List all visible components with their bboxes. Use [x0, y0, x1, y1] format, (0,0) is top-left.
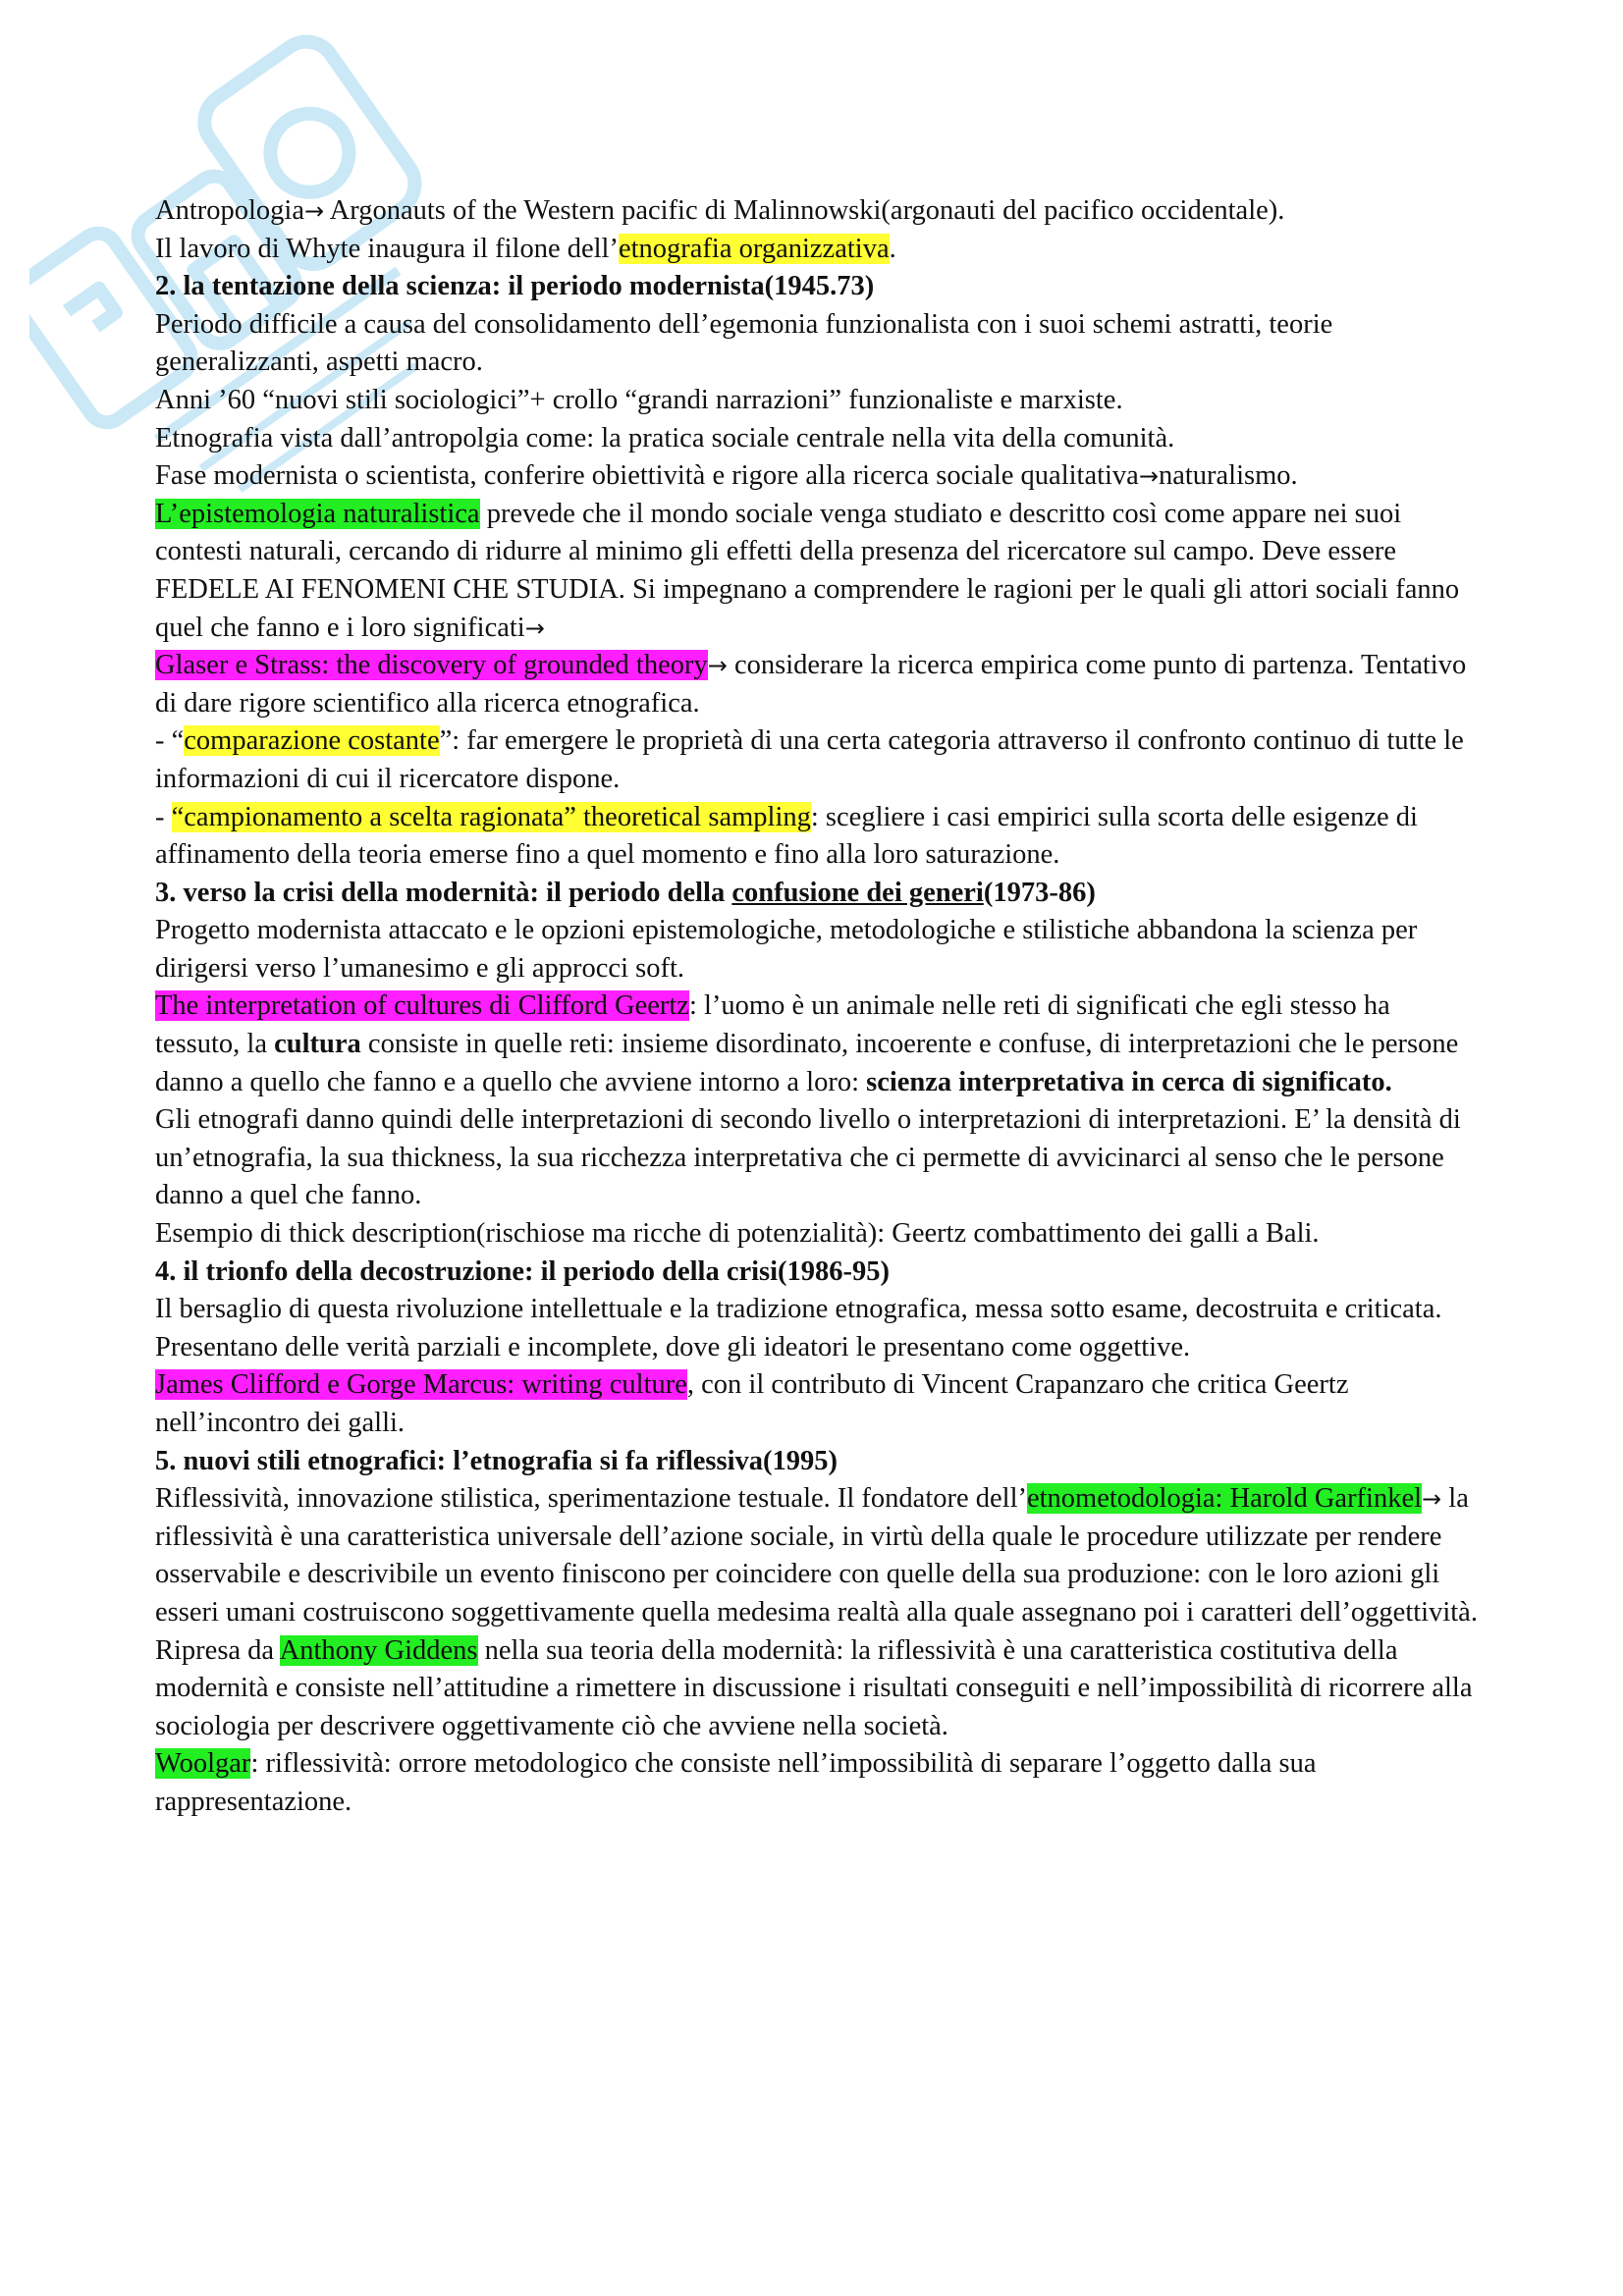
highlight-epistemologia-naturalistica: L’epistemologia naturalistica	[155, 498, 480, 529]
paragraph: Progetto modernista attaccato e le opzioni epistemologiche, metodologiche e stilistiche abbandona la scienza per dirigersi verso l’umanesimo e gli approcci soft.	[155, 915, 1418, 984]
text: .	[889, 233, 896, 264]
paragraph-writing-culture	[155, 1366, 1481, 1442]
paragraph: Etnografia vista dall’antropolgia come: la pratica sociale centrale nella vita della comunità.	[155, 422, 1175, 454]
highlight-giddens: Anthony Giddens	[279, 1634, 478, 1666]
highlight-garfinkel: etnometodologia: Harold Garfinkel	[1026, 1483, 1423, 1515]
paragraph: Gli etnografi danno quindi delle interpretazioni di secondo livello o interpretazioni di interpretazioni. E’ la densità di un’etnografia, la sua thickness, la sua ricchezza interpretativa che ci permette di avvicinarci al senso che le persone danno a quel che fanno.	[155, 1104, 1461, 1211]
paragraph-comparazione	[155, 722, 1481, 798]
highlight-geertz: The interpretation of cultures di Clifford Geertz	[155, 990, 689, 1022]
text: Il lavoro di Whyte inaugura il filone dell’	[155, 233, 619, 264]
paragraph-garfinkel	[155, 1480, 1481, 1631]
bold-text: cultura	[274, 1029, 361, 1060]
text: Antropologia	[155, 195, 304, 226]
highlight-writing-culture: James Clifford e Gorge Marcus: writing culture	[155, 1369, 687, 1401]
document-body	[155, 192, 1481, 1822]
highlight-theoretical-sampling: “campionamento a scelta ragionata” theoretical sampling	[171, 801, 811, 832]
underlined-text: confusione dei generi	[731, 877, 984, 908]
text: : riflessività: orrore metodologico che consiste nell’impossibilità di separare l’oggetto dalla sua rappresentazione.	[155, 1748, 1317, 1817]
text: Fase modernista o scientista, conferire obiettività e rigore alla ricerca sociale qualitativa	[155, 460, 1139, 492]
highlight-grounded-theory: Glaser e Strass: the discovery of grounded theory	[155, 650, 708, 681]
paragraph: Periodo difficile a causa del consolidamento dell’egemonia funzionalista con i suoi schemi astratti, teorie generalizzanti, aspetti macro.	[155, 308, 1333, 378]
section-heading-2: 2. la tentazione della scienza: il periodo modernista(1945.73)	[155, 271, 875, 302]
text: -	[155, 801, 172, 832]
paragraph-giddens	[155, 1632, 1481, 1746]
text: 3. verso la crisi della modernità: il periodo della	[155, 877, 732, 908]
text: : l’uomo è un animale nelle reti di significati che egli stesso ha tessuto, la	[155, 990, 1390, 1060]
text: : scegliere i casi empirici sulla scorta delle esigenze di affinamento della teoria emerse fino a quel momento e fino alla loro saturazione.	[155, 801, 1418, 871]
text: considerare la ricerca empirica come punto di partenza. Tentativo di dare rigore scientifico alla ricerca etnografica.	[155, 650, 1467, 719]
text: prevede che il mondo sociale venga studiato e descritto così come appare nei suoi contesti naturali, cercando di ridurre al minimo gli effetti della presenza del ricercatore sul campo. Deve essere FEDELE AI FENOMENI CHE STUDIA. Si impegnano a comprendere le ragioni per le quali gli attori sociali fanno quel che fanno e i loro significati	[155, 498, 1460, 643]
highlight-etnografia-organizzativa: etnografia organizzativa	[618, 233, 890, 264]
arrow-right-icon: →	[303, 197, 325, 225]
text: Ripresa da	[155, 1634, 280, 1666]
paragraph-campionamento	[155, 799, 1481, 875]
paragraph: Anni ’60 “nuovi stili sociologici”+ crollo “grandi narrazioni” funzionaliste e marxiste.	[155, 384, 1123, 415]
text: Argonauts of the Western pacific di Malinnowski(argonauti del pacifico occidentale).	[324, 195, 1285, 226]
text: ”: far emergere le proprietà di una certa categoria attraverso il confronto continuo di tutte le informazioni di cui il ricercatore dispone.	[155, 725, 1464, 794]
paragraph-modernista	[155, 457, 1481, 496]
paragraph-whyte	[155, 231, 1481, 269]
paragraph-geertz	[155, 988, 1481, 1101]
paragraph-woolgar	[155, 1745, 1481, 1821]
bold-text: scienza interpretativa in cerca di significato.	[866, 1066, 1392, 1097]
text: la riflessività è una caratteristica universale dell’azione sociale, in virtù della quale le procedure utilizzate per rendere osservabile e descrivibile un evento finiscono per coincidere con quelle della sua produzione: con le loro azioni gli esseri umani costruiscono soggettivamente quella medesima realtà alla quale assegnano poi i caratteri dell’oggettività.	[155, 1483, 1478, 1628]
text: naturalismo.	[1158, 460, 1298, 492]
arrow-right-icon: →	[1138, 462, 1159, 491]
paragraph: Esempio di thick description(rischiose ma ricche di potenzialità): Geertz combattimento dei galli a Bali.	[155, 1218, 1320, 1250]
arrow-right-icon: →	[707, 652, 728, 680]
paragraph-epistemologia	[155, 496, 1481, 723]
text: Riflessività, innovazione stilistica, sperimentazione testuale. Il fondatore dell’	[155, 1483, 1027, 1515]
arrow-right-icon: →	[524, 614, 545, 642]
section-heading-5: 5. nuovi stili etnografici: l’etnografia si fa riflessiva(1995)	[155, 1445, 838, 1476]
text: , con il contributo di Vincent Crapanzaro che critica Geertz nell’incontro dei galli.	[155, 1369, 1349, 1438]
highlight-woolgar: Woolgar	[155, 1748, 251, 1780]
paragraph: Il bersaglio di questa rivoluzione intellettuale e la tradizione etnografica, messa sotto esame, decostruita e criticata. Presentano delle verità parziali e incomplete, dove gli ideatori le presentano come oggettive.	[155, 1294, 1442, 1362]
arrow-right-icon: →	[1422, 1485, 1442, 1514]
text: - “	[155, 725, 185, 757]
text: consiste in quelle reti: insieme disordinato, incoerente e confuse, di interpretazioni che le persone danno a quello che fanno e a quello che avviene intorno a loro:	[155, 1029, 1459, 1097]
highlight-comparazione-costante: comparazione costante	[184, 725, 440, 757]
text: nella sua teoria della modernità: la riflessività è una caratteristica costitutiva della modernità e consiste nell’attitudine a rimettere in discussione i risultati conseguiti e nell’impossibilità di ricorrere alla sociologia per descrivere oggettivamente ciò che avviene nella società.	[155, 1634, 1473, 1741]
paragraph-malinowski	[155, 192, 1481, 231]
section-heading-4: 4. il trionfo della decostruzione: il periodo della crisi(1986-95)	[155, 1255, 891, 1287]
text: (1973-86)	[983, 877, 1096, 908]
section-heading-3	[155, 875, 1481, 913]
